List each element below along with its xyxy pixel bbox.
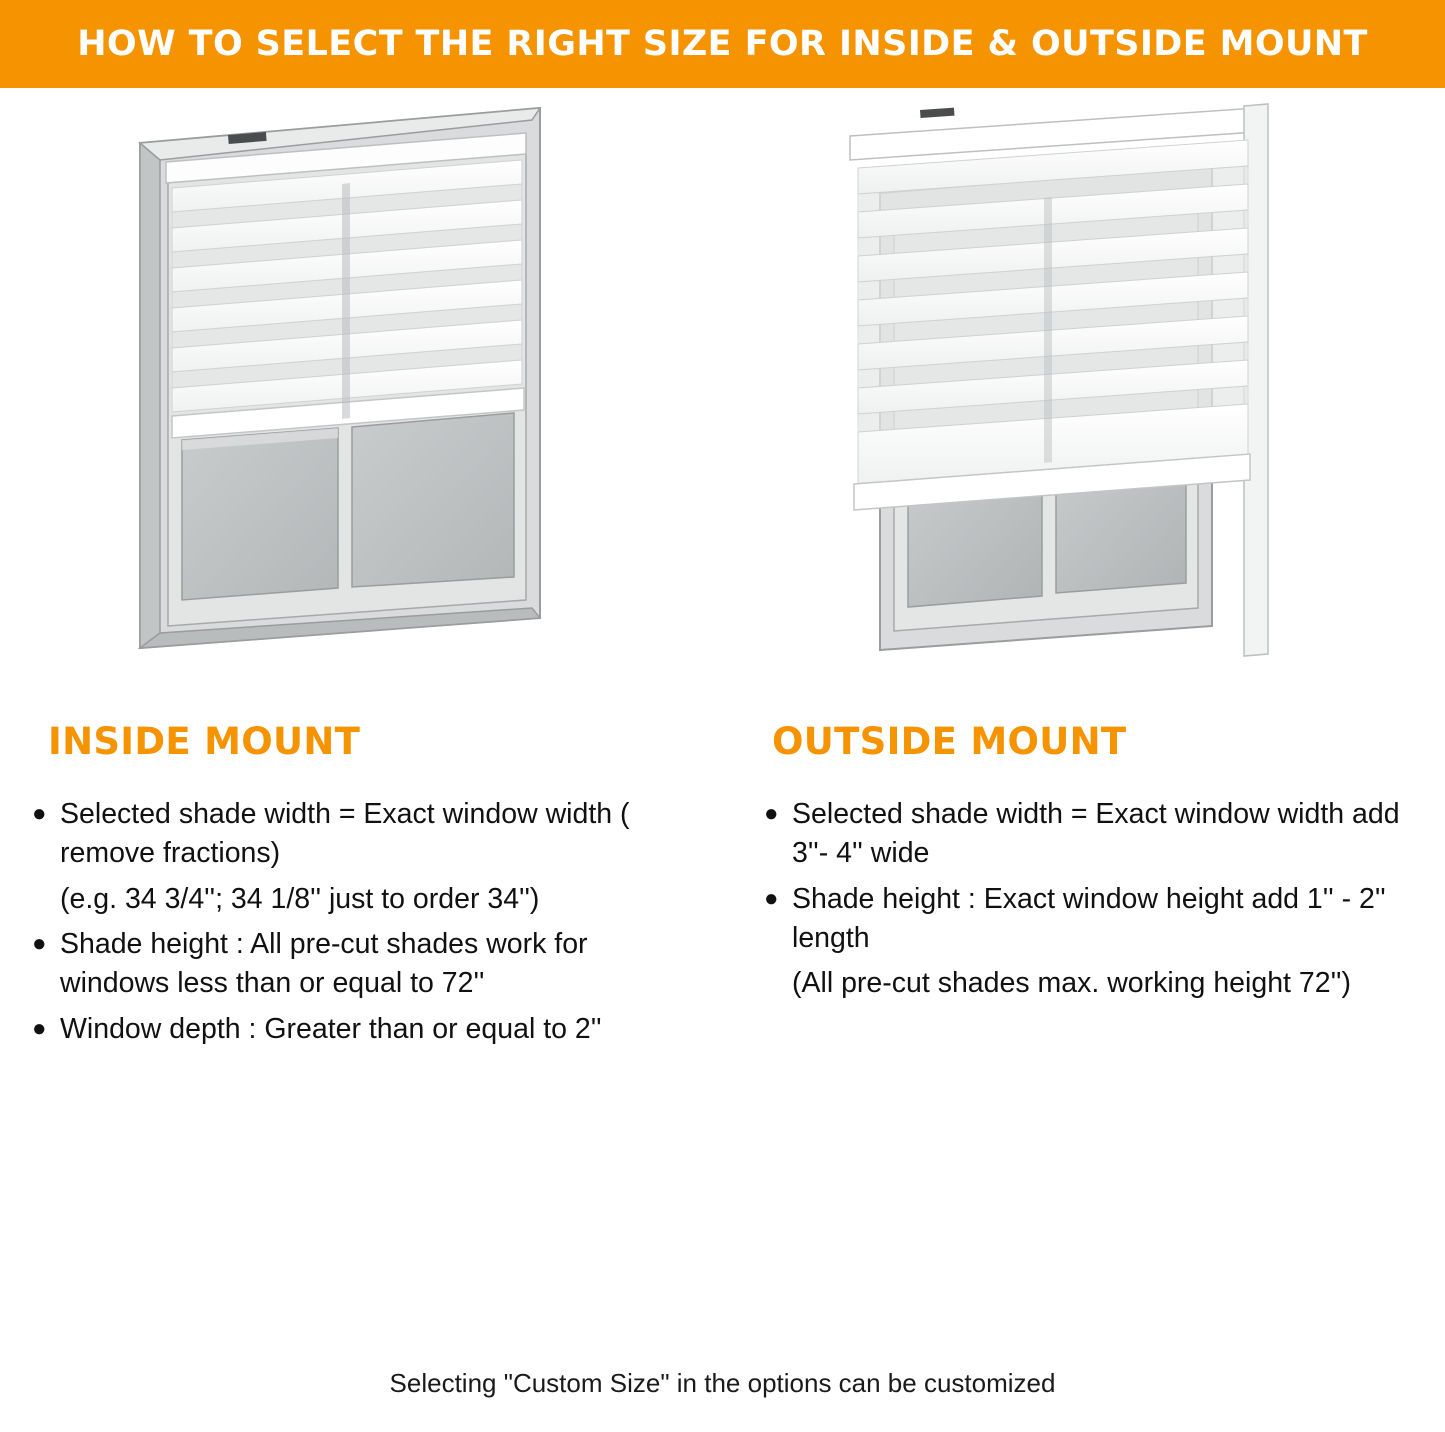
list-item-text: Shade height : All pre-cut shades work for windows less than or equal to 72'' bbox=[60, 927, 588, 1000]
list-item bbox=[30, 880, 692, 919]
list-item bbox=[30, 925, 692, 1004]
list-item bbox=[30, 1010, 692, 1049]
illustration-row bbox=[0, 88, 1445, 688]
outside-mount-column bbox=[722, 720, 1444, 1055]
bullet-dot-icon: ● bbox=[764, 800, 779, 828]
list-item bbox=[30, 795, 692, 874]
list-item-text: Window depth : Greater than or equal to 2'' bbox=[60, 1012, 602, 1045]
page-title: HOW TO SELECT THE RIGHT SIZE FOR INSIDE & OUTSIDE MOUNT bbox=[77, 24, 1368, 64]
custom-size-note: Selecting "Custom Size" in the options can be customized bbox=[389, 1368, 1056, 1398]
list-item bbox=[762, 880, 1426, 959]
list-item-text: (All pre-cut shades max. working height 72'') bbox=[792, 967, 1351, 1000]
bullet-dot-icon: ● bbox=[32, 930, 47, 958]
bullet-dot-icon: ● bbox=[32, 1014, 47, 1042]
list-item bbox=[762, 795, 1426, 874]
bullet-dot-icon: ● bbox=[764, 884, 779, 912]
list-item bbox=[762, 964, 1426, 1003]
bullet-dot-icon: ● bbox=[32, 800, 47, 828]
outside-mount-heading: OUTSIDE MOUNT bbox=[772, 720, 1127, 763]
outside-mount-bullet-list bbox=[762, 795, 1426, 1004]
list-item-text: Selected shade width = Exact window width ( remove fractions) bbox=[60, 798, 630, 870]
header-banner bbox=[0, 0, 1445, 88]
inside-mount-bullet-list bbox=[30, 795, 692, 1049]
inside-mount-heading: INSIDE MOUNT bbox=[48, 720, 361, 763]
outside-mount-window-illustration bbox=[820, 88, 1380, 688]
mount-instructions-columns bbox=[0, 720, 1445, 1055]
inside-mount-column bbox=[0, 720, 722, 1055]
list-item-text: (e.g. 34 3/4''; 34 1/8'' just to order 34'') bbox=[60, 882, 540, 915]
list-item-text: Shade height : Exact window height add 1'' - 2'' length bbox=[792, 882, 1386, 954]
list-item-text: Selected shade width = Exact window width add 3''- 4'' wide bbox=[792, 798, 1400, 870]
inside-mount-window-illustration bbox=[120, 88, 680, 688]
